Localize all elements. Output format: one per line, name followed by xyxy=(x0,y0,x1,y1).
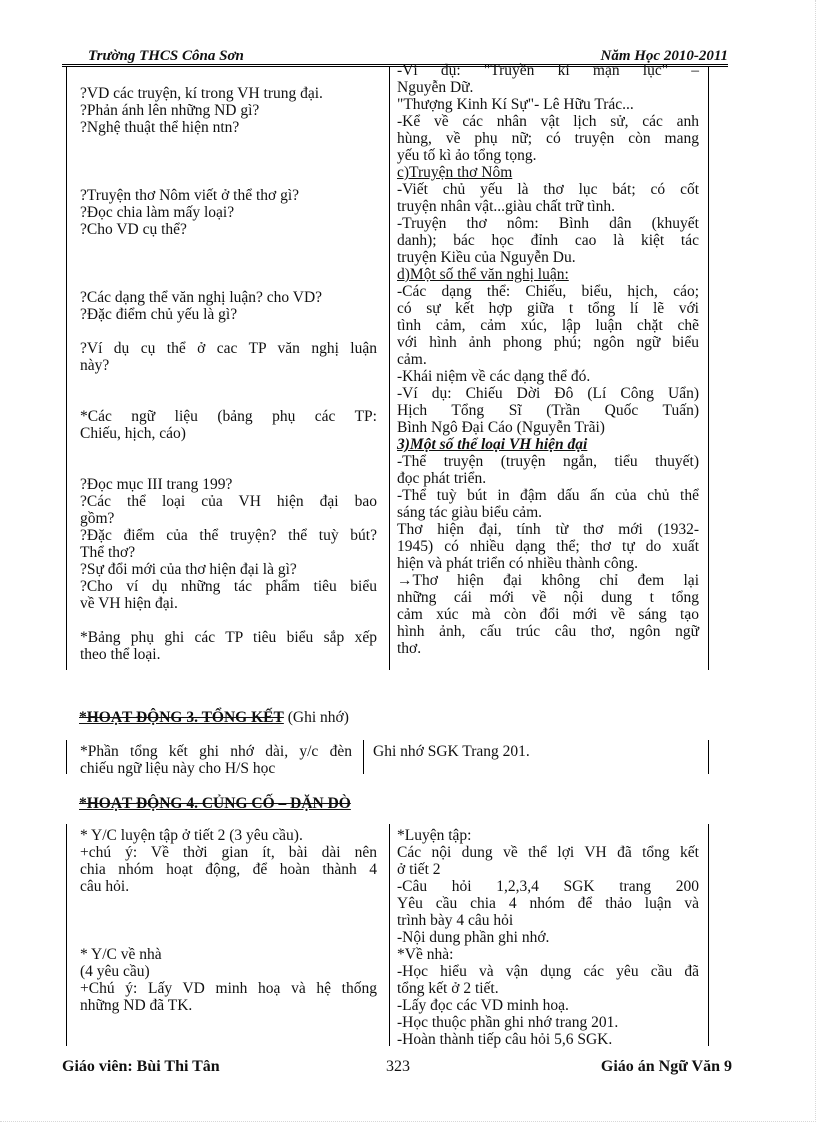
text-line: thơ. xyxy=(397,640,422,657)
text-line: -Nội dung phần ghi nhớ. xyxy=(397,929,550,946)
text-line xyxy=(80,272,377,289)
teacher-column xyxy=(80,743,352,777)
column-divider xyxy=(389,67,390,670)
text-line: "Thượng Kinh Kí Sự"- Lê Hữu Trác... xyxy=(397,96,634,113)
text-line: danh); bác học đỉnh cao là kiệt tác xyxy=(397,232,699,249)
text-line: có sự kết hợp giữa t tổng lí lẽ với xyxy=(397,300,699,317)
text-line: +Chú ý: Lấy VD minh hoạ và hệ thống xyxy=(80,980,377,997)
text-line: -Các dạng thể: Chiếu, biểu, hịch, cáo; xyxy=(397,283,699,300)
text-line: Thơ hiện đại, tính từ thơ mới (1932- xyxy=(397,521,699,538)
text-line: *Luyện tập: xyxy=(397,827,472,844)
text-line: ?Cho VD cụ thể? xyxy=(80,221,187,238)
text-line: chiếu ngữ liệu này cho H/S học xyxy=(80,760,276,777)
text-line: truyện nhân vật...giàu chất trữ tình. xyxy=(397,198,616,215)
text-line xyxy=(80,459,377,476)
text-line: những cái mới về nội dung t tổng xyxy=(397,589,699,606)
lesson-table-3 xyxy=(66,824,709,1046)
text-line: với hình ảnh phong phú; ngôn ngữ biểu xyxy=(397,334,699,351)
text-line: *Bảng phụ ghi các TP tiêu biểu sắp xếp xyxy=(80,629,377,646)
text-line: tình cảm, cảm xúc, lập luận chặt chẽ xyxy=(397,317,699,334)
text-line: cảm. xyxy=(397,351,427,368)
lesson-table-1 xyxy=(66,62,709,670)
page-footer xyxy=(62,1058,732,1080)
text-line: -Viết chủ yếu là thơ lục bát; có cốt xyxy=(397,181,699,198)
column-divider xyxy=(389,824,390,1046)
text-line: trình bày 4 câu hỏi xyxy=(397,912,514,929)
text-line: -Khái niệm về các dạng thể đó. xyxy=(397,368,591,385)
content-column xyxy=(373,743,699,760)
text-line xyxy=(80,323,377,340)
text-line: yếu tố kì ảo tổng tọng. xyxy=(397,147,537,164)
teacher-name: Giáo viên: Bùi Thi Tân xyxy=(62,1058,220,1075)
text-line: ?Đọc mục III trang 199? xyxy=(80,476,233,493)
text-line xyxy=(80,136,377,153)
text-line: * Y/C về nhà xyxy=(80,946,162,963)
column-divider xyxy=(363,740,364,774)
text-line: ?Đặc điểm của thể truyện? thể tuỳ bút? xyxy=(80,527,377,544)
activity-3-heading xyxy=(79,709,349,727)
text-line xyxy=(80,612,377,629)
text-line: Các nội dung về thể lợi VH đã tổng kết xyxy=(397,844,699,861)
text-line: theo thể loại. xyxy=(80,646,161,663)
text-line: truyện Kiều của Nguyễn Du. xyxy=(397,249,576,266)
text-line: -Ví dụ: Chiếu Dời Đô (Lí Công Uẩn) xyxy=(397,385,699,402)
text-line: ở tiết 2 xyxy=(397,861,441,878)
text-line: -Câu hỏi 1,2,3,4 SGK trang 200 xyxy=(397,878,699,895)
text-line: hùng, về phụ nữ; có truyện còn mang xyxy=(397,130,699,147)
text-line: ?Ví dụ cụ thể ở cac TP văn nghị luận xyxy=(80,340,377,357)
text-line: sáng tác giàu biểu cảm. xyxy=(397,504,543,521)
text-line: *Về nhà: xyxy=(397,946,454,963)
text-line: Thể thơ? xyxy=(80,544,136,561)
text-line: gồm? xyxy=(80,510,115,527)
text-line: *Phần tổng kết ghi nhớ dài, y/c đèn xyxy=(80,743,352,760)
text-line: Yêu cầu chia 4 nhóm để thảo luận và xyxy=(397,895,699,912)
activity-3-title: *HOẠT ĐỘNG 3. TỔNG KẾT xyxy=(79,709,284,726)
text-line: -Hoàn thành tiếp câu hỏi 5,6 SGK. xyxy=(397,1031,613,1048)
text-line xyxy=(80,912,377,929)
text-line: ?Phản ánh lên những ND gì? xyxy=(80,102,260,119)
text-line: Bình Ngô Đại Cáo (Nguyễn Trãi) xyxy=(397,419,605,436)
subject-title: Giáo án Ngữ Văn 9 xyxy=(600,1058,732,1075)
text-line: *Các ngữ liệu (bảng phụ các TP: xyxy=(80,408,377,425)
text-line: đọc phát triển. xyxy=(397,470,487,487)
text-line: này? xyxy=(80,357,110,374)
text-line: ?Đặc điểm chủ yếu là gì? xyxy=(80,306,238,323)
text-line: về VH hiện đại. xyxy=(80,595,178,612)
text-line: ?Sự đổi mới của thơ hiện đại là gì? xyxy=(80,561,297,578)
text-line xyxy=(80,374,377,391)
text-line: -Học thuộc phần ghi nhớ trang 201. xyxy=(397,1014,619,1031)
text-line: d)Một số thể văn nghị luận: xyxy=(397,266,569,283)
text-line: Nguyễn Dữ. xyxy=(397,79,474,96)
text-line: Ghi nhớ SGK Trang 201. xyxy=(373,743,530,760)
text-line: ?Các dạng thể văn nghị luận? cho VD? xyxy=(80,289,323,306)
text-line: ?VD các truyện, kí trong VH trung đại. xyxy=(80,85,323,102)
text-line: 3)Một số thể loại VH hiện đại xyxy=(397,436,588,453)
text-line xyxy=(80,170,377,187)
text-line: những ND đã TK. xyxy=(80,997,193,1014)
text-line: ?Nghệ thuật thể hiện ntn? xyxy=(80,119,240,136)
text-line: tổng kết ở 2 tiết. xyxy=(397,980,499,997)
text-line: hình ảnh, cấu trúc câu thơ, ngôn ngữ xyxy=(397,623,699,640)
text-line xyxy=(80,391,377,408)
text-line: Hịch Tổng Sĩ (Trần Quốc Tuấn) xyxy=(397,402,699,419)
text-line: ?Truyện thơ Nôm viết ở thể thơ gì? xyxy=(80,187,300,204)
text-line: c)Truyện thơ Nôm xyxy=(397,164,513,181)
school-name: Trường THCS Côna Sơn xyxy=(88,48,244,64)
text-line xyxy=(80,442,377,459)
teacher-column xyxy=(80,85,377,663)
text-line xyxy=(80,153,377,170)
text-line: -Thể tuỳ bút in đậm dấu ấn của chủ thể xyxy=(397,487,699,504)
lesson-table-2 xyxy=(66,740,709,777)
text-line: Chiếu, hịch, cáo) xyxy=(80,425,186,442)
text-line: cảm xúc mà còn đổi mới về sáng tạo xyxy=(397,606,699,623)
content-column xyxy=(397,62,699,657)
activity-3-note: (Ghi nhớ) xyxy=(287,709,349,726)
text-line: 1945) có nhiều dạng thể; thơ tự do xuất xyxy=(397,538,699,555)
text-line: * Y/C luyện tập ở tiết 2 (3 yêu cầu). xyxy=(80,827,303,844)
text-line: →Thơ hiện đại không chỉ đem lại xyxy=(397,572,699,589)
text-line: -Thể truyện (truyện ngắn, tiểu thuyết) xyxy=(397,453,699,470)
text-line: (4 yêu cầu) xyxy=(80,963,150,980)
activity-4-heading xyxy=(79,795,351,813)
text-line: +chú ý: Về thời gian ít, bài dài nên xyxy=(80,844,377,861)
text-line: câu hỏi. xyxy=(80,878,130,895)
text-line: ?Các thể loại của VH hiện đại bao xyxy=(80,493,377,510)
text-line: -Truyện thơ nôm: Bình dân (khuyết xyxy=(397,215,699,232)
text-line xyxy=(80,238,377,255)
text-line: ?Cho ví dụ những tác phẩm tiêu biểu xyxy=(80,578,377,595)
text-line: -Kể về các nhân vật lịch sử, các anh xyxy=(397,113,699,130)
text-line xyxy=(80,929,377,946)
text-line: hiện và phát triển có nhiều thành công. xyxy=(397,555,639,572)
teacher-column xyxy=(80,827,377,1014)
text-line xyxy=(80,895,377,912)
text-line: chia nhóm hoạt động, để hoàn thành 4 xyxy=(80,861,377,878)
activity-4-title: *HOẠT ĐỘNG 4. CỦNG CỐ – DẶN DÒ xyxy=(79,795,351,812)
text-line: -Học hiểu và vận dụng các yêu cầu đã xyxy=(397,963,699,980)
text-line: ?Đọc chia làm mấy loại? xyxy=(80,204,235,221)
text-line xyxy=(80,255,377,272)
text-line: -Lấy đọc các VD minh hoạ. xyxy=(397,997,569,1014)
page-number: 323 xyxy=(386,1058,410,1075)
content-column xyxy=(397,827,699,1048)
text-line: -Ví dụ: "Truyền kì mạn lục" – xyxy=(397,62,699,79)
school-year: Năm Học 2010-2011 xyxy=(600,48,728,64)
